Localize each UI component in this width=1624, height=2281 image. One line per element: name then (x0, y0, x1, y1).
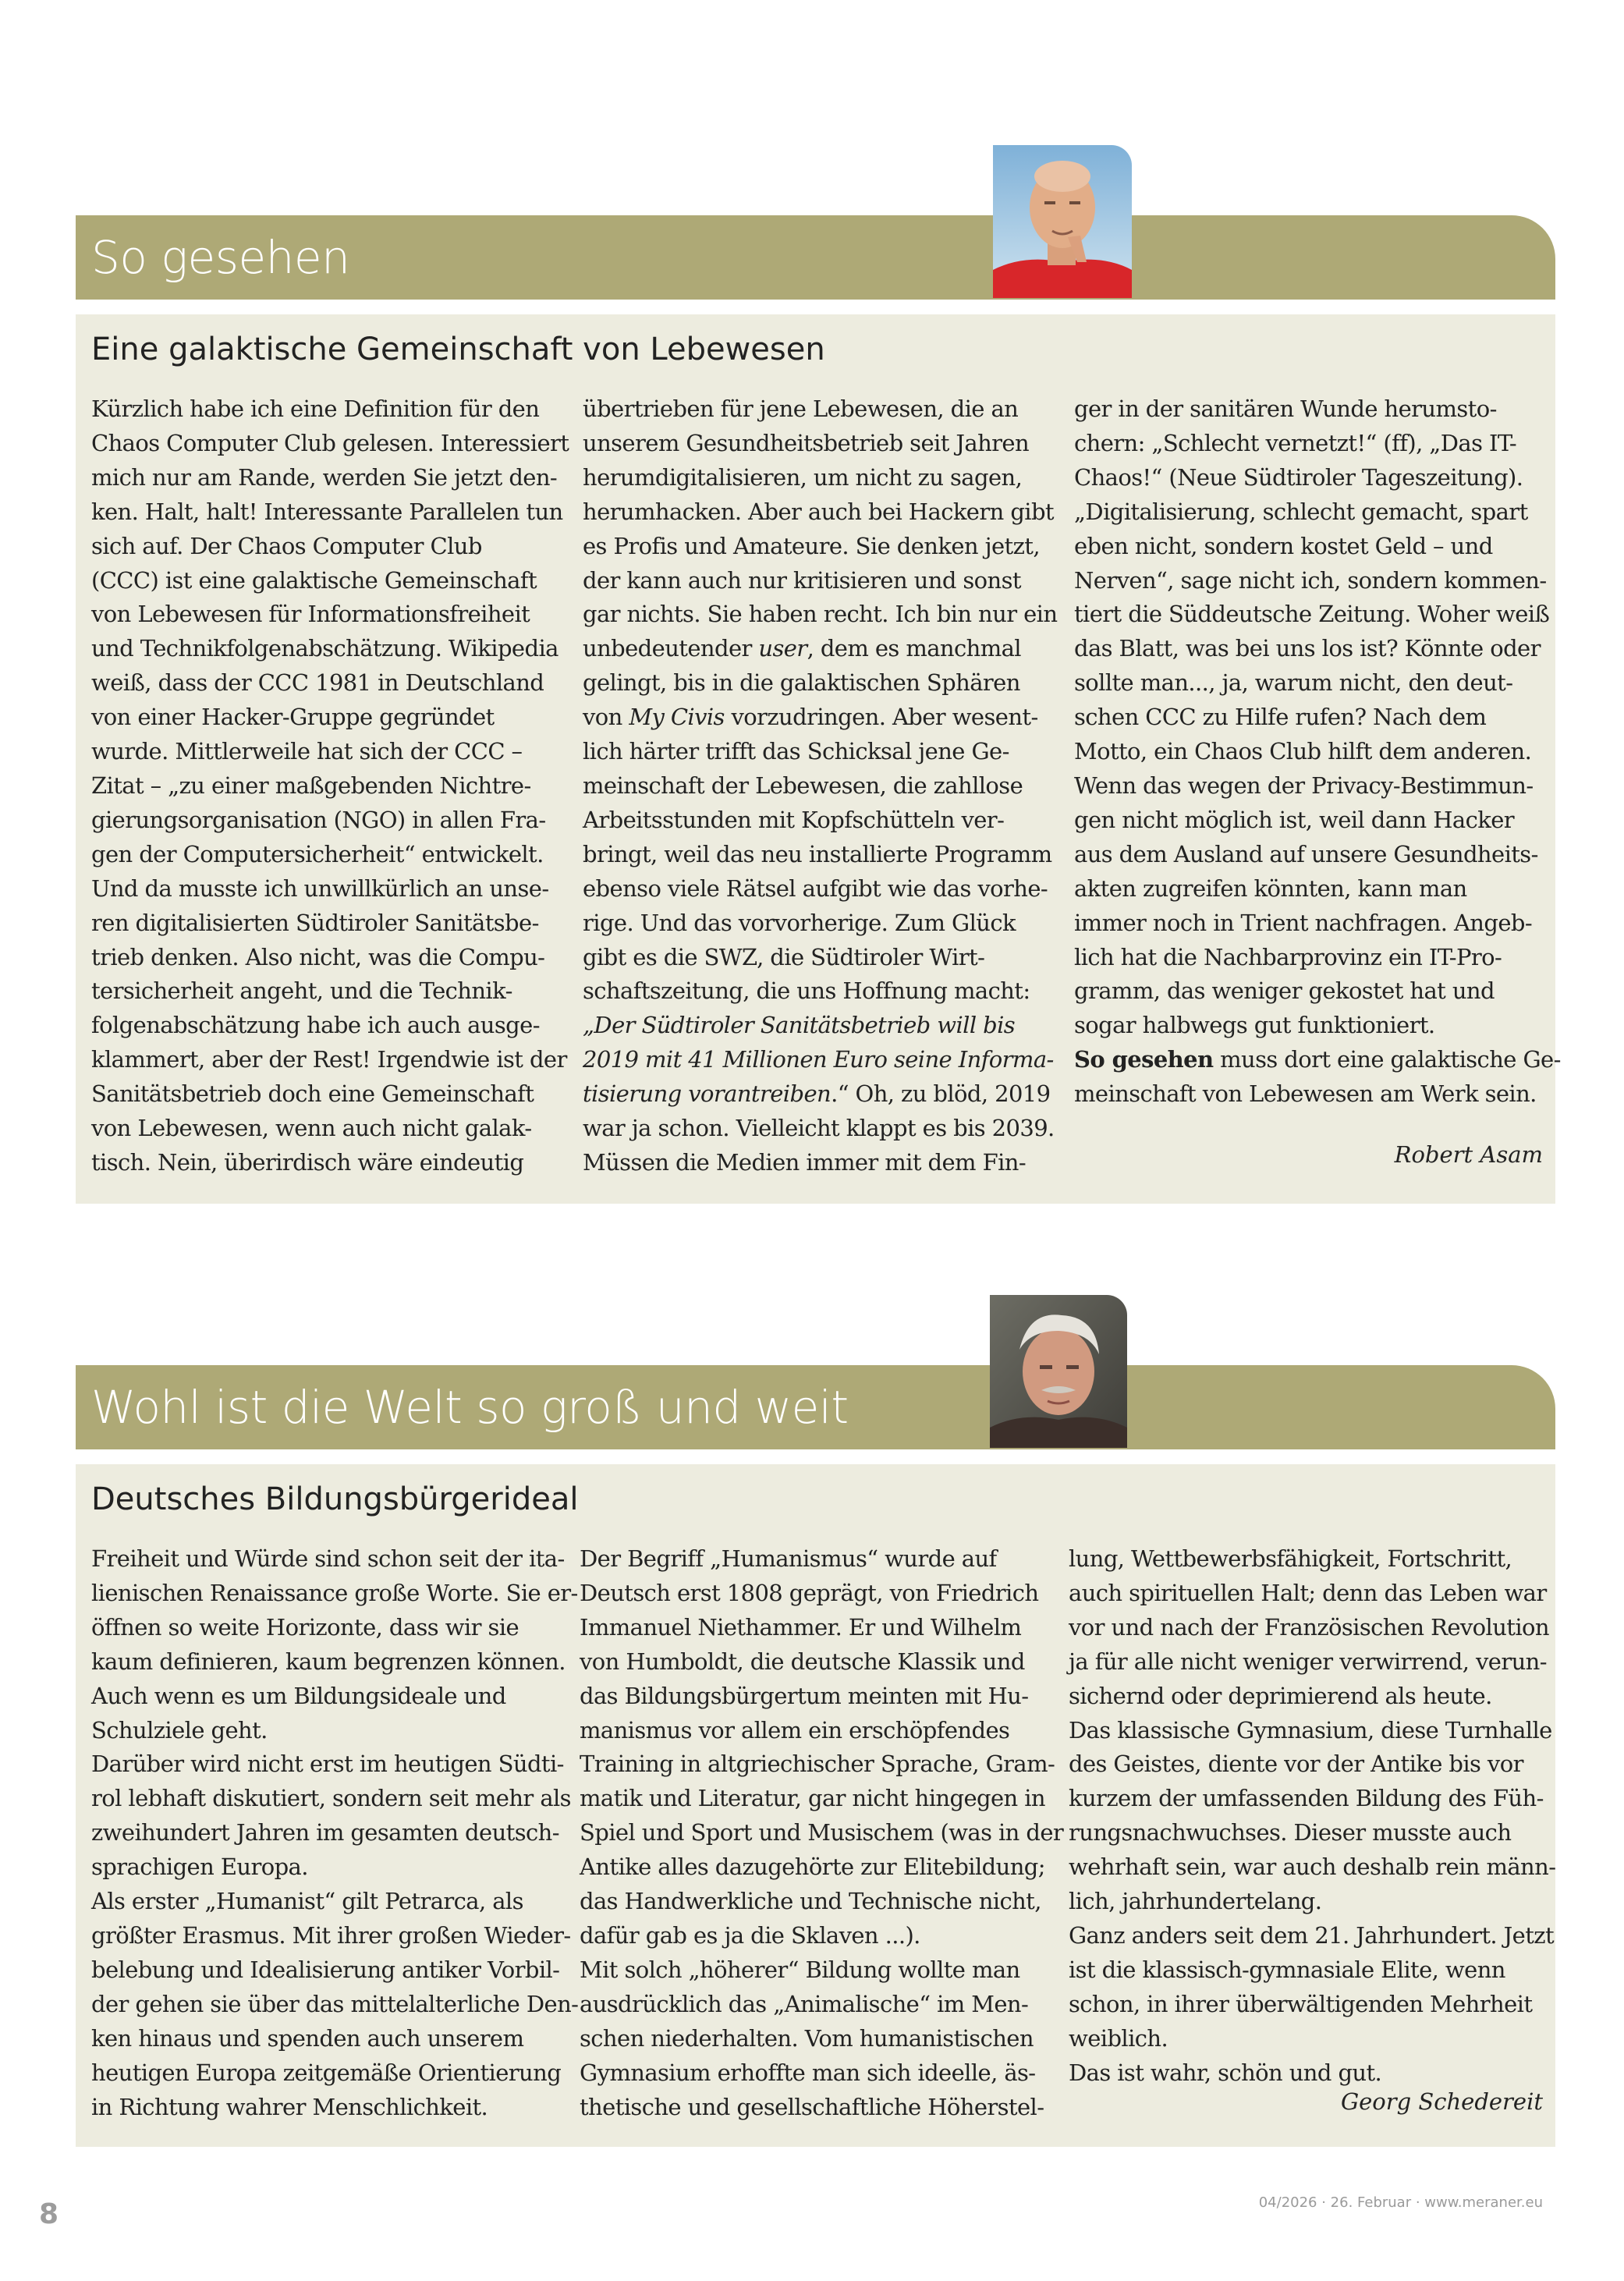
text-line: Der Begriff „Humanismus“ wurde auf (580, 1545, 997, 1572)
text-line: schen niederhalten. Vom humanistischen (580, 2024, 1034, 2052)
text-line: weiblich. (1069, 2024, 1168, 2052)
text-line: des Geistes, diente vor der Antike bis vor (1069, 1751, 1523, 1778)
italic-quote-line: „Der Südtiroler Sanitätsbetrieb will bis (583, 1012, 1016, 1039)
text-line: Training in altgriechischer Sprache, Gram- (580, 1751, 1055, 1778)
text-line: Freiheit und Würde sind schon seit der ita- (91, 1545, 565, 1572)
text-line: Mit solch „höherer“ Bildung wollte man (580, 1956, 1020, 1983)
text-line: belebung und Idealisierung antiker Vorbil- (91, 1956, 560, 1983)
text-line: folgenabschätzung habe ich auch ausge- (91, 1012, 540, 1039)
text-line: zweihundert Jahren im gesamten deutsch- (91, 1819, 559, 1846)
text-line: ausdrücklich das „Animalische“ im Men- (580, 1990, 1029, 2017)
text-line: Ganz anders seit dem 21. Jahrhundert. Jetzt (1069, 1921, 1554, 1949)
text-line: tiert die Süddeutsche Zeitung. Woher weiß (1074, 601, 1550, 628)
text-line: der gehen sie über das mittelalterliche Den- (91, 1990, 579, 2017)
text-line: So gesehen muss dort eine galaktische Ge- (1074, 1046, 1561, 1073)
text-line: „Digitalisierung, schlecht gemacht, spart (1074, 498, 1528, 525)
text-column-1 (91, 392, 569, 1180)
text-line: Sanitätsbetrieb doch eine Gemeinschaft (91, 1080, 534, 1108)
text-line: meinschaft von Lebewesen am Werk sein. (1074, 1080, 1537, 1108)
text-line: sichernd oder deprimierend als heute. (1069, 1682, 1492, 1709)
text-line: schen CCC zu Hilfe rufen? Nach dem (1074, 704, 1487, 731)
text-column-1 (91, 1542, 579, 2124)
text-line: sogar halbwegs gut funktioniert. (1074, 1012, 1435, 1039)
text-line: gar nichts. Sie haben recht. Ich bin nur ein (583, 601, 1058, 628)
text-line: gen nicht möglich ist, weil dann Hacker (1074, 806, 1515, 833)
text-line: weiß, dass der CCC 1981 in Deutschland (91, 669, 544, 697)
text-line: Müssen die Medien immer mit dem Fin- (583, 1148, 1027, 1176)
text-line: wehrhaft sein, war auch deshalb rein männ- (1069, 1854, 1556, 1881)
text-line: rol lebhaft diskutiert, sondern seit mehr als (91, 1785, 571, 1812)
text-line: öffnen so weite Horizonte, dass wir sie (91, 1613, 519, 1641)
text-line: vor und nach der Französischen Revolution (1069, 1613, 1549, 1641)
text-column-3 (1074, 392, 1561, 1112)
text-line: gibt es die SWZ, die Südtiroler Wirt- (583, 943, 985, 970)
text-line: rungsnachwuchses. Dieser musste auch (1069, 1819, 1512, 1846)
author-signature: Georg Schedereit (1340, 2088, 1543, 2115)
text-line: gelingt, bis in die galaktischen Sphären (583, 669, 1020, 697)
article-subtitle: Eine galaktische Gemeinschaft von Lebewesen (91, 332, 825, 367)
text-line: ist die klassisch-gymnasiale Elite, wenn (1069, 1956, 1505, 1983)
text-line: Chaos Computer Club gelesen. Interessiert (91, 429, 569, 456)
article-body (76, 1464, 1555, 2147)
text-line: Das ist wahr, schön und gut. (1069, 2059, 1382, 2086)
text-line: kaum definieren, kaum begrenzen können. (91, 1648, 566, 1675)
text-line: ren digitalisierten Südtiroler Sanitätsbe- (91, 909, 539, 936)
text-line: manismus vor allem ein erschöpfendes (580, 1716, 1010, 1744)
author-signature: Robert Asam (1394, 1141, 1543, 1168)
text-line: größter Erasmus. Mit ihrer großen Wieder- (91, 1921, 571, 1949)
text-line: von einer Hacker-Gruppe gegründet (91, 704, 495, 731)
text-line: herumdigitalisieren, um nicht zu sagen, (583, 463, 1023, 491)
text-line: sprachigen Europa. (91, 1854, 308, 1881)
text-line: sich auf. Der Chaos Computer Club (91, 532, 482, 559)
text-line: sollte man..., ja, warum nicht, den deut- (1074, 669, 1513, 697)
text-line: Kürzlich habe ich eine Definition für den (91, 396, 540, 422)
text-line: von Lebewesen für Informationsfreiheit (91, 601, 530, 628)
text-line: immer noch in Trient nachfragen. Angeb- (1074, 909, 1533, 936)
text-line: das Blatt, was bei uns los ist? Könnte oder (1074, 635, 1541, 662)
text-line: ger in der sanitären Wunde herumsto- (1074, 396, 1497, 422)
text-line: Gymnasium erhoffte man sich ideelle, äs- (580, 2059, 1036, 2086)
italic-term: My Civis (629, 704, 725, 731)
text-line: das Bildungsbürgertum meinten mit Hu- (580, 1682, 1029, 1709)
text-line: Motto, ein Chaos Club hilft dem anderen. (1074, 738, 1532, 765)
text-line: lienischen Renaissance große Worte. Sie er- (91, 1579, 578, 1606)
section-header (76, 215, 1555, 300)
text-line: Chaos!“ (Neue Südtiroler Tageszeitung). (1074, 463, 1523, 491)
text-line: eben nicht, sondern kostet Geld – und (1074, 532, 1493, 559)
author-photo-georg-schedereit (990, 1295, 1127, 1448)
text-line: mich nur am Rande, werden Sie jetzt den- (91, 463, 558, 491)
text-line: Spiel und Sport und Musischem (was in der (580, 1819, 1064, 1846)
text-line: in Richtung wahrer Menschlichkeit. (91, 2093, 488, 2120)
text-line: Antike alles dazugehörte zur Elitebildung; (580, 1854, 1045, 1881)
text-line: schaftszeitung, die uns Hoffnung macht: (583, 977, 1030, 1005)
text-line: ja für alle nicht weniger verwirrend, verun- (1069, 1648, 1547, 1675)
text-line: lich hat die Nachbarprovinz ein IT-Pro- (1074, 943, 1502, 970)
text-line: trieb denken. Also nicht, was die Compu- (91, 943, 545, 970)
text-line: matik und Literatur, gar nicht hingegen in (580, 1785, 1045, 1812)
text-line: Zitat – „zu einer maßgebenden Nichtre- (91, 772, 531, 799)
text-line: Nerven“, sage nicht ich, sondern kommen- (1074, 566, 1547, 594)
text-line: rige. Und das vorvorherige. Zum Glück (583, 909, 1016, 936)
text-line: Als erster „Humanist“ gilt Petrarca, als (91, 1888, 523, 1915)
text-line: gierungsorganisation (NGO) in allen Fra- (91, 806, 546, 833)
text-line: Wenn das wegen der Privacy-Bestimmun- (1074, 772, 1534, 799)
text-line: Deutsch erst 1808 geprägt, von Friedrich (580, 1579, 1039, 1606)
text-line: kurzem der umfassenden Bildung des Füh- (1069, 1785, 1544, 1812)
text-line: tisch. Nein, überirdisch wäre eindeutig (91, 1148, 524, 1176)
text-line: Schulziele geht. (91, 1716, 268, 1744)
text-line: von Humboldt, die deutsche Klassik und (580, 1648, 1025, 1675)
text-line: und Technikfolgenabschätzung. Wikipedia (91, 635, 558, 662)
author-photo-robert-asam (993, 145, 1132, 298)
text-line: schon, in ihrer überwältigenden Mehrheit (1069, 1990, 1533, 2017)
page-number: 8 (39, 2198, 59, 2230)
text-line: lich härter trifft das Schicksal jene Ge- (583, 738, 1009, 765)
text-line: Auch wenn es um Bildungsideale und (91, 1682, 506, 1709)
italic-quote-line: 2019 mit 41 Millionen Euro seine Informa- (583, 1046, 1054, 1073)
text-line: klammert, aber der Rest! Irgendwie ist der (91, 1046, 567, 1073)
bold-phrase: So gesehen (1074, 1046, 1214, 1073)
text-column-2 (580, 1542, 1064, 2124)
text-line: meinschaft der Lebewesen, die zahllose (583, 772, 1023, 799)
text-line: aus dem Ausland auf unsere Gesundheits- (1074, 840, 1538, 867)
text-line: unserem Gesundheitsbetrieb seit Jahren (583, 429, 1030, 456)
text-line: wurde. Mittlerweile hat sich der CCC – (91, 738, 523, 765)
text-line: Und da musste ich unwillkürlich an unse- (91, 874, 549, 902)
text-line: war ja schon. Vielleicht klappt es bis 2039. (583, 1115, 1055, 1142)
text-line: lung, Wettbewerbsfähigkeit, Fortschritt, (1069, 1545, 1512, 1572)
text-line: das Handwerkliche und Technische nicht, (580, 1888, 1041, 1915)
text-line: auch spirituellen Halt; denn das Leben war (1069, 1579, 1547, 1606)
text-line: Darüber wird nicht erst im heutigen Südti- (91, 1751, 564, 1778)
text-line: von My Civis vorzudringen. Aber wesent- (583, 704, 1038, 731)
text-line: gramm, das weniger gekostet hat und (1074, 977, 1495, 1005)
text-line: bringt, weil das neu installierte Programm (583, 840, 1052, 867)
text-column-2 (583, 392, 1058, 1180)
italic-term: user (758, 635, 807, 662)
footer-issue-info: 04/2026 · 26. Februar · www.meraner.eu (1258, 2194, 1543, 2211)
section-title: Wohl ist die Welt so groß und weit (91, 1381, 849, 1434)
text-line: ken. Halt, halt! Interessante Parallelen tun (91, 498, 563, 525)
article-body (76, 314, 1561, 1204)
text-line: übertrieben für jene Lebewesen, die an (583, 396, 1019, 422)
text-line: Arbeitsstunden mit Kopfschütteln ver- (583, 806, 1005, 833)
text-line: lich, jahrhundertelang. (1069, 1888, 1322, 1915)
text-line: der kann auch nur kritisieren und sonst (583, 566, 1021, 594)
text-line: tisierung vorantreiben.“ Oh, zu blöd, 2019 (583, 1080, 1051, 1108)
text-line: tersicherheit angeht, und die Technik- (91, 977, 512, 1005)
text-line: herumhacken. Aber auch bei Hackern gibt (583, 498, 1054, 525)
text-line: (CCC) ist eine galaktische Gemeinschaft (91, 566, 537, 594)
text-line: ebenso viele Rätsel aufgibt wie das vorhe- (583, 874, 1048, 902)
text-line: von Lebewesen, wenn auch nicht galak- (91, 1115, 532, 1142)
text-line: chern: „Schlecht vernetzt!“ (ff), „Das IT- (1074, 429, 1517, 456)
text-line: unbedeutender user, dem es manchmal (583, 635, 1021, 662)
text-line: es Profis und Amateure. Sie denken jetzt, (583, 532, 1040, 559)
text-column-3 (1069, 1542, 1556, 2091)
text-line: akten zugreifen könnten, kann man (1074, 874, 1467, 902)
section-header (76, 1365, 1555, 1449)
text-line: thetische und gesellschaftliche Höherstel- (580, 2093, 1044, 2120)
text-line: Das klassische Gymnasium, diese Turnhalle (1069, 1716, 1552, 1744)
text-line: dafür gab es ja die Sklaven ...). (580, 1921, 920, 1949)
text-line: ken hinaus und spenden auch unserem (91, 2024, 524, 2052)
section-title: So gesehen (91, 231, 350, 284)
text-line: heutigen Europa zeitgemäße Orientierung (91, 2059, 562, 2086)
article-subtitle: Deutsches Bildungsbürgerideal (91, 1481, 579, 1517)
text-line: Immanuel Niethammer. Er und Wilhelm (580, 1613, 1022, 1641)
text-line: gen der Computersicherheit“ entwickelt. (91, 840, 544, 867)
